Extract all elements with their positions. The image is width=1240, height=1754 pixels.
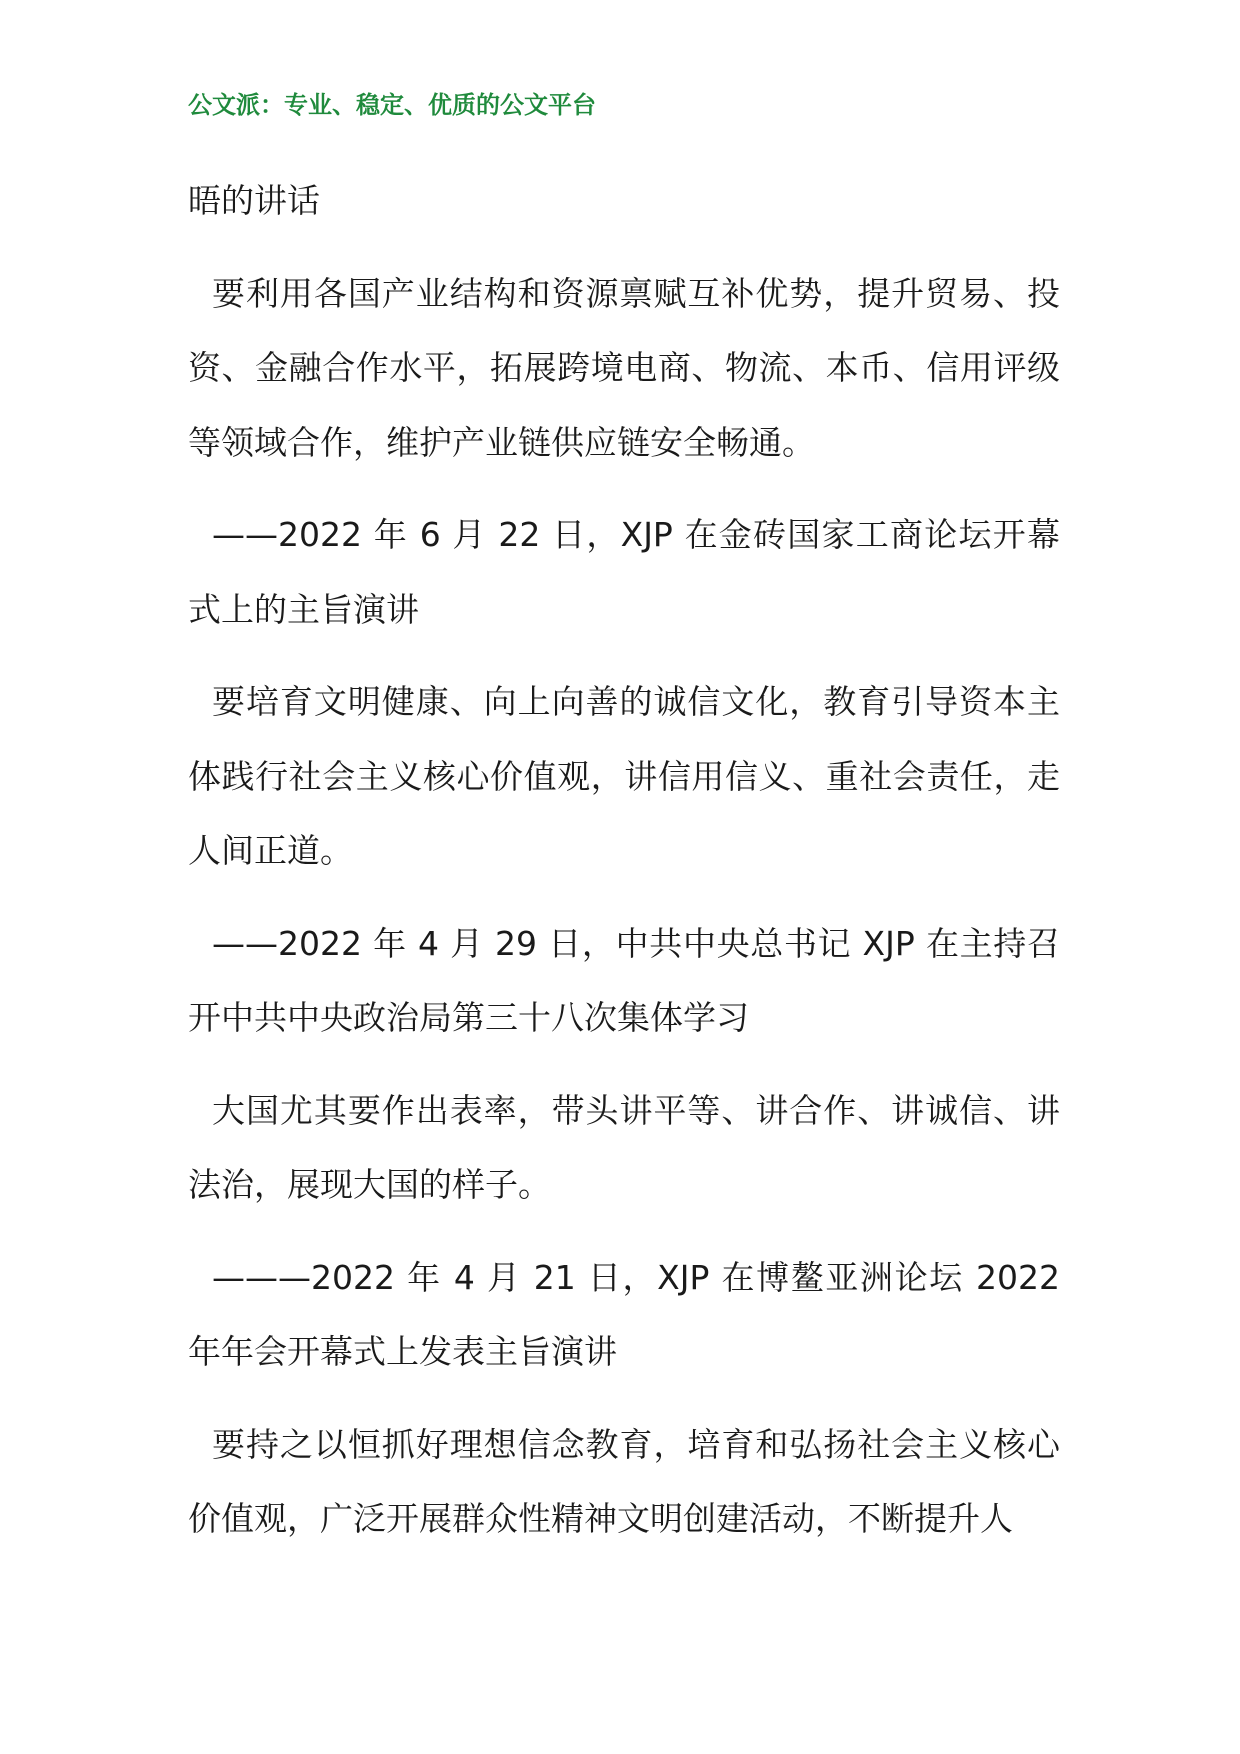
paragraph-source: ———2022 年 4 月 21 日，XJP 在博鳌亚洲论坛 2022 年年会开幕式上发表主旨演讲 [188, 1257, 1060, 1371]
paragraph-source: ——2022 年 4 月 29 日，中共中央总书记 XJP 在主持召开中共中央政治局第三十八次集体学习 [188, 923, 1060, 1037]
header-title: 公文派：专业、稳定、优质的公文平台 [188, 90, 596, 119]
paragraph-quote: 要培育文明健康、向上向善的诚信文化，教育引导资本主体践行社会主义核心价值观，讲信用信义、重社会责任，走人间正道。 [188, 682, 1060, 870]
paragraph-quote: 要持之以恒抓好理想信念教育，培育和弘扬社会主义核心价值观，广泛开展群众性精神文明创建活动，不断提升人 [188, 1424, 1060, 1538]
paragraph-quote: 大国尤其要作出表率，带头讲平等、讲合作、讲诚信、讲法治，展现大国的样子。 [188, 1090, 1060, 1204]
paragraph-continuation: 晤的讲话 [188, 181, 320, 220]
paragraph-quote: 要利用各国产业结构和资源禀赋互补优势，提升贸易、投资、金融合作水平，拓展跨境电商、物流、本币、信用评级等领域合作，维护产业链供应链安全畅通。 [188, 273, 1060, 462]
paragraph-source: ——2022 年 6 月 22 日，XJP 在金砖国家工商论坛开幕式上的主旨演讲 [188, 515, 1060, 629]
document-body [188, 164, 1060, 1575]
